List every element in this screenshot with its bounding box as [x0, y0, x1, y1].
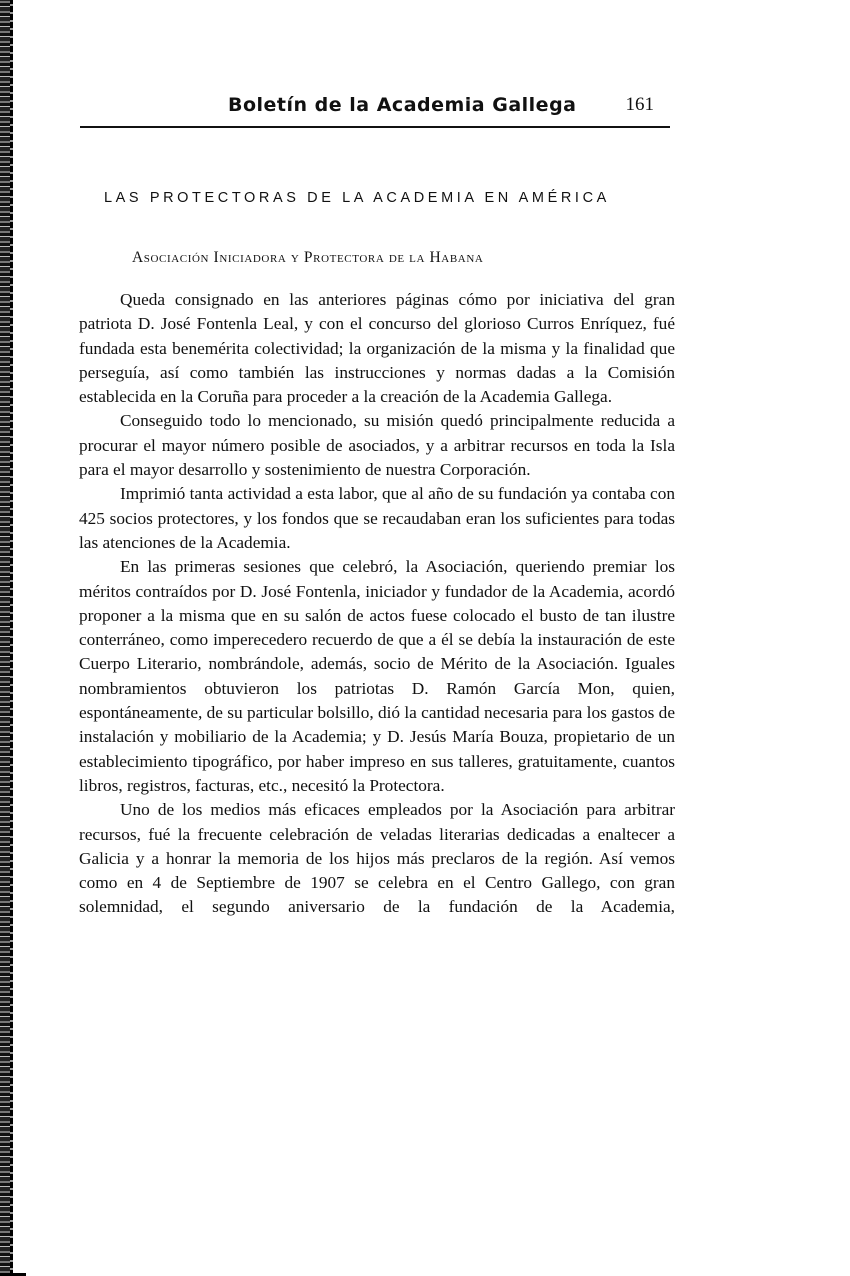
paragraph-foundation: Queda consignado en las anteriores páginas cómo por iniciativa del gran patriota D. José Fontenla Leal, y con el concurso del glorioso Curros Enríquez, fué fundada esta benemérita colectividad; la organización de la misma y la finalidad que perseguía, así como también las instrucciones y normas dadas a la Comisión establecida en la Coruña para proceder a la creación de la Academia Gallega.	[79, 290, 675, 407]
page-number: 161	[625, 94, 654, 115]
paragraph-activity: Imprimió tanta actividad a esta labor, que al año de su fundación ya contaba con 425 socios protectores, y los fondos que se recaudaban eran los suficientes para todas las atenciones de la Academia.	[79, 484, 675, 552]
journal-title: Boletín de la Academia Gallega	[228, 94, 577, 116]
scanned-page-edge	[0, 0, 10, 1276]
section-subtitle: Asociación Iniciadora y Protectora de la Habana	[132, 249, 484, 266]
paragraph-veladas: Uno de los medios más eficaces empleados por la Asociación para arbitrar recursos, fué la frecuente celebración de veladas literarias dedicadas a enaltecer a Galicia y a honrar la memoria de los hijos más preclaros de la región. Así vemos como en 4 de Septiembre de 1907 se celebra en el Centro Gallego, con gran solemnidad, el segundo aniversario de la fundación de la Academia,	[79, 800, 675, 917]
running-head	[80, 92, 670, 128]
paragraph-honours: En las primeras sesiones que celebró, la Asociación, queriendo premiar los méritos contraídos por D. José Fontenla, iniciador y fundador de la Academia, acordó proponer a la misma que en su salón de actos fuese colocado el busto de tan ilustre conterráneo, como imperecedero recuerdo de que a él se debía la instauración de este Cuerpo Literario, nombrándole, además, socio de Mérito de la Asociación. Iguales nombramientos obtuvieron los patriotas D. Ramón García Mon, quien, espontáneamente, de su particular bolsillo, dió la cantidad necesaria para los gastos de instalación y mobiliario de la Academia; y D. Jesús María Bouza, propietario de un establecimiento tipográfico, por haber impreso en sus talleres, gratuitamente, cuantos libros, registros, facturas, etc., necesitó la Protectora.	[79, 557, 675, 795]
section-title: LAS PROTECTORAS DE LA ACADEMIA EN AMÉRICA	[104, 190, 610, 206]
article-body	[79, 288, 675, 920]
paragraph-mission: Conseguido todo lo mencionado, su misión quedó principalmente reducida a procurar el mayor número posible de asociados, y a arbitrar recursos en toda la Isla para el mayor desarrollo y sostenimiento de nuestra Corporación.	[79, 411, 675, 480]
